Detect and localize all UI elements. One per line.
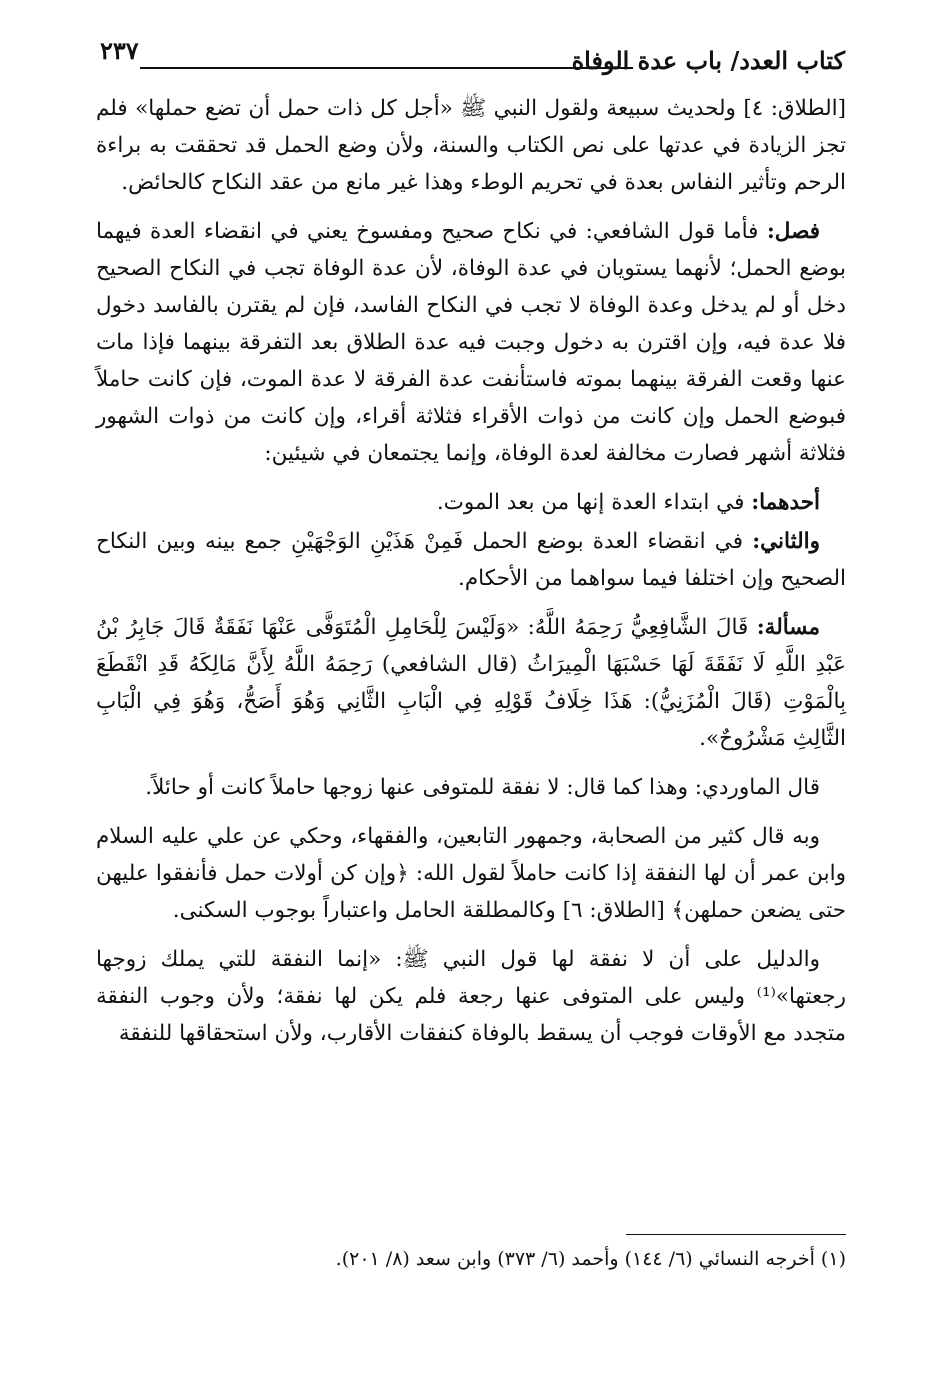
paragraph-sahaba xyxy=(96,818,846,929)
fasl-text: فأما قول الشافعي: في نكاح صحيح ومفسوخ يعني في انقضاء العدة فيهما بوضع الحمل؛ لأنهما يستويان في عدة الوفاة، لأن عدة الوفاة تجب في النكاح الصحيح دخل أو لم يدخل وعدة الوفاة لا تجب في النكاح الفاسد، فإن لم يقترن بالفاسد دخول فلا عدة فيه، وإن اقترن به دخول وجبت فيه عدة الطلاق بعد التفرقة بينهما فإذا مات عنها وقعت الفرقة بينهما بموته فاستأنفت عدة الفرقة لا عدة الموت، فإن كانت حاملاً فبوضع الحمل وإن كانت من ذوات الأقراء فثلاثة أقراء، وإن كانت من ذوات الشهور فثلاثة أشهر فصارت مخالفة لعدة الوفاة، وإنما يجتمعان في شيئين: xyxy=(96,219,846,466)
footnote: (١) أخرجه النسائي (٦/ ١٤٤) وأحمد (٦/ ٣٧٣) وابن سعد (٨/ ٢٠١). xyxy=(335,1248,846,1270)
paragraph-first-point xyxy=(96,484,846,521)
paragraph-1-text: [الطلاق: ٤] ولحديث سبيعة ولقول النبي ﷺ «أجل كل ذات حمل أن تضع حملها» فلم تجز الزيادة في عدتها على نص الكتاب والسنة، ولأن وضع الحمل قد تحققت به براءة الرحم وتأثير النفاس بعدة في تحريم الوطء وهذا غير مانع من عقد النكاح كالحائض. xyxy=(96,96,846,195)
mawardi-text: قال الماوردي: وهذا كما قال: لا نفقة للمتوفى عنها زوجها حاملاً كانت أو حائلاً. xyxy=(145,775,820,800)
header-rule xyxy=(140,67,633,69)
paragraph-second-point xyxy=(96,523,846,597)
first-point-label: أحدهما: xyxy=(751,490,820,515)
paragraph-evidence xyxy=(96,941,846,1052)
running-title: كتاب العدد/ باب عدة الوفاة xyxy=(571,46,845,75)
paragraph-fasl xyxy=(96,213,846,472)
footnote-rule xyxy=(626,1234,846,1235)
second-point-label: والثاني: xyxy=(752,529,820,554)
paragraph-mawardi xyxy=(96,769,846,806)
evidence-text: والدليل على أن لا نفقة لها قول النبي ﷺ: «إنما النفقة للتي يملك زوجها رجعتها»⁽¹⁾ وليس على المتوفى عنها رجعة فلم يكن لها نفقة؛ ولأن وجوب النفقة متجدد مع الأوقات فوجب أن يسقط بالوفاة كنفقات الأقارب، ولأن استحقاقها للنفقة xyxy=(96,947,846,1046)
fasl-heading: فصل: xyxy=(766,219,820,244)
page-header xyxy=(100,36,845,86)
sahaba-text: وبه قال كثير من الصحابة، وجمهور التابعين، والفقهاء، وحكي عن علي عليه السلام وابن عمر أن لها النفقة إذا كانت حاملاً لقول الله: ﴿وإن كن أولات حمل فأنفقوا عليهن حتى يضعن حملهن﴾ [الطلاق: ٦] وكالمطلقة الحامل واعتباراً بوجوب السكنى. xyxy=(96,824,846,923)
paragraph-masala xyxy=(96,609,846,757)
page-body xyxy=(96,90,846,1064)
masala-heading: مسألة: xyxy=(756,615,820,640)
page-number: ٢٣٧ xyxy=(100,36,139,65)
paragraph-1 xyxy=(96,90,846,201)
second-point-text: في انقضاء العدة بوضع الحمل فَمِنْ هَذَيْنِ الوَجْهَيْنِ جمع بينه وبين النكاح الصحيح وإن اختلفا فيما سواهما من الأحكام. xyxy=(96,529,846,591)
first-point-text: في ابتداء العدة إنها من بعد الموت. xyxy=(436,490,752,515)
masala-text: قَالَ الشَّافِعِيُّ رَحِمَهُ اللَّهُ: «وَلَيْسَ لِلْحَامِلِ الْمُتَوَفَّى عَنْهَا نَفَقَةٌ قَالَ جَابِرُ بْنُ عَبْدِ اللَّهِ لَا نَفَقَةَ لَهَا حَسْبَهَا الْمِيرَاثُ (قال الشافعي) رَحِمَهُ اللَّهُ لِأَنَّ مَالِكَهُ قَدِ انْقَطَعَ بِالْمَوْتِ (قَالَ الْمُزَنِيُّ): هَذَا خِلَافُ قَوْلِهِ فِي الْبَابِ الثَّانِي وَهُوَ أَصَحُّ، وَهُوَ فِي الْبَابِ الثَّالِثِ مَشْرُوحٌ». xyxy=(96,615,846,751)
